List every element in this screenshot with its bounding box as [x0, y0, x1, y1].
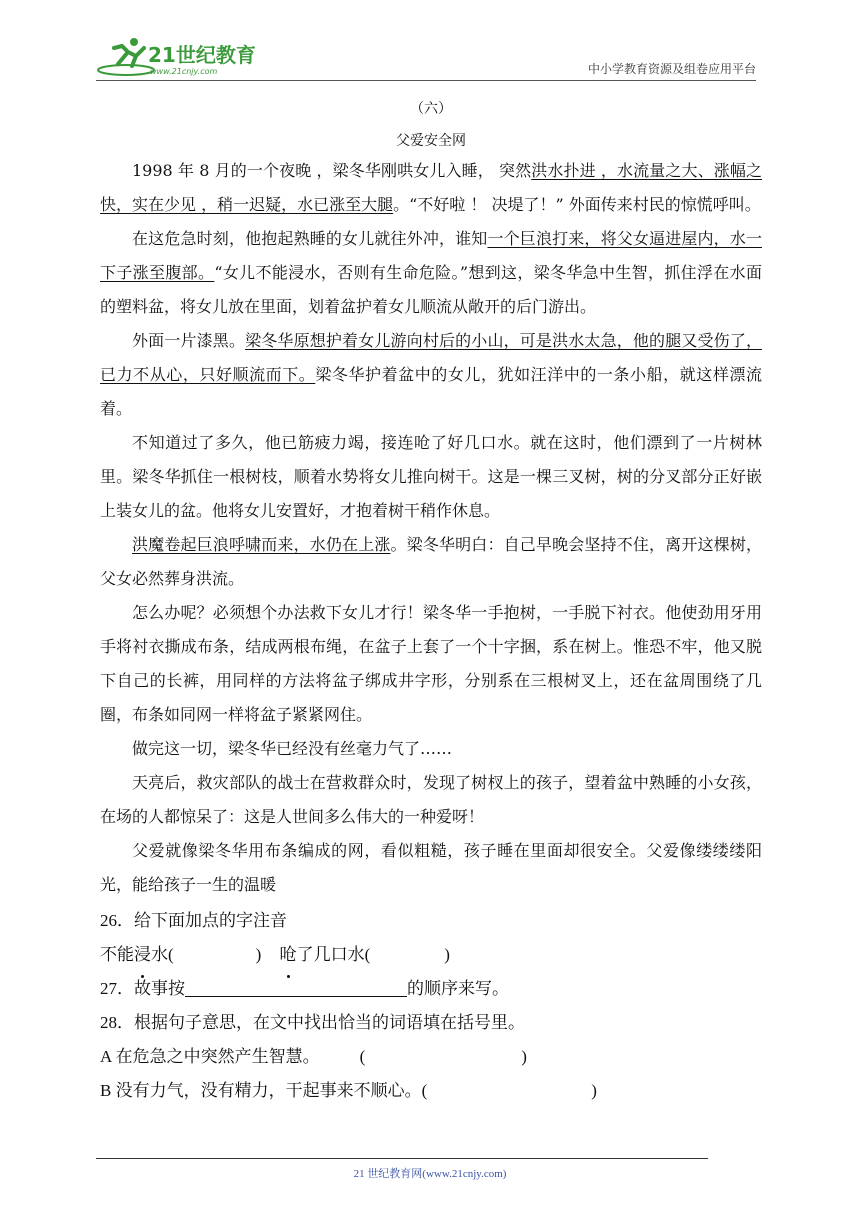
story-title: 父爱安全网 — [396, 133, 466, 149]
paragraph-text: 。梁冬华明白：自己早晚会坚持不住，离开这棵树，父女必然葬身洪流。 — [100, 535, 762, 588]
story-text — [100, 154, 762, 902]
question-28-a: A 在危急之中突然产生智慧。 ( ) — [100, 1047, 527, 1066]
story-paragraph — [100, 154, 762, 222]
paragraph-text: “女儿不能浸水，否则有生命危险。”想到这，梁冬华急中生智，抓住浮在水面的塑料盆，将女儿放在里面，划着盆护着女儿顺流从敞开的后门游出。 — [100, 263, 762, 316]
paragraph-text: 怎么办呢？必须想个办法救下女儿才行！梁冬华一手抱树，一手脱下衬衣。他使劲用牙用手将衬衣撕成布条，结成两根布绳，在盆子上套了一个十字捆，系在树上。惟恐不牢，他又脱下自己的长裤，用同样的方法将盆子绑成井字形，分别系在三根树叉上，还在盆周围绕了几圈，布条如同网一样将盆子紧紧网住。 — [100, 603, 762, 724]
paragraph-text: 父爱就像梁冬华用布条编成的网，看似粗糙，孩子睡在里面却很安全。父爱像缕缕缕阳光，能给孩子一生的温暖 — [100, 841, 762, 894]
svg-text:www.21cnjy.com: www.21cnjy.com — [150, 67, 218, 76]
questions — [100, 904, 762, 1108]
paragraph-text: 不知道过了多久，他已筋疲力竭，接连呛了好几口水。就在这时，他们漂到了一片树林里。梁冬华抓住一根树枝，顺着水势将女儿推向树干。这是一棵三叉树，树的分叉部分正好嵌上装女儿的盆。他将女儿安置好，才抱着树干稍作休息。 — [100, 433, 762, 520]
svg-text:21世纪教育: 21世纪教育 — [148, 43, 256, 67]
site-logo — [96, 34, 266, 80]
paragraph-text: 。“不好啦 ！ 决堤了！” 外面传来村民的惊慌呼叫。 — [393, 195, 761, 214]
question-28: 28．根据句子意思，在文中找出恰当的词语填在括号里。 — [100, 1013, 525, 1032]
answer-blank[interactable] — [185, 978, 407, 997]
story-paragraph — [100, 766, 762, 834]
underlined-text: 洪水扑进 ，水流量之大、涨幅之快，实在少见 ，稍一迟疑，水已涨至大腿 — [100, 161, 762, 214]
header-divider — [96, 80, 756, 81]
story-paragraph — [100, 596, 762, 732]
document-body — [100, 100, 762, 1108]
paragraph-text: 梁冬华护着盆中的女儿，犹如汪洋中的一条小船，就这样漂流着。 — [100, 365, 762, 418]
story-paragraph — [100, 222, 762, 324]
story-paragraph — [100, 324, 762, 426]
section-number: （六） — [410, 101, 452, 117]
paragraph-text: 天亮后，救灾部队的战士在营救群众时，发现了树杈上的孩子，望着盆中熟睡的小女孩，在场的人都惊呆了：这是人世间多么伟大的一种爱呀！ — [100, 773, 762, 826]
paragraph-text: 在这危急时刻，他抱起熟睡的女儿就往外冲，谁知 — [132, 229, 488, 248]
footer-divider — [96, 1158, 708, 1159]
story-paragraph — [100, 426, 762, 528]
page-footer: 21 世纪教育网(www.21cnjy.com) — [353, 1168, 507, 1180]
story-paragraph — [100, 834, 762, 902]
question-26: 26．给下面加点的字注音 — [100, 911, 287, 930]
paragraph-text: 外面一片漆黑。 — [132, 331, 246, 350]
question-26-items: 不能浸水( ) 呛了几口水( ) — [100, 938, 762, 972]
dotted-char: 呛 — [280, 938, 297, 972]
underlined-text: 洪魔卷起巨浪呼啸而来，水仍在上涨 — [132, 535, 391, 554]
page-header — [96, 34, 756, 80]
underlined-text: 一个巨浪打来，将父女逼进屋内，水一下子涨至腹部。 — [100, 229, 762, 282]
story-paragraph — [100, 528, 762, 596]
paragraph-text: 1998 年 8 月的一个夜晚 ，梁冬华刚哄女儿入睡， 突然 — [132, 161, 532, 180]
paragraph-text: 做完这一切，梁冬华已经没有丝毫力气了…… — [132, 739, 453, 758]
question-28-b: B 没有力气，没有精力，干起事来不顺心。( ) — [100, 1081, 597, 1100]
story-paragraph — [100, 732, 762, 766]
platform-name: 中小学教育资源及组卷应用平台 — [587, 62, 756, 76]
dotted-char: 浸 — [134, 938, 151, 972]
underlined-text: 梁冬华原想护着女儿游向村后的小山，可是洪水太急，他的腿又受伤了，已力不从心，只好顺流而下。 — [100, 331, 762, 384]
question-27: 27．故事按 的顺序来写。 — [100, 979, 509, 998]
